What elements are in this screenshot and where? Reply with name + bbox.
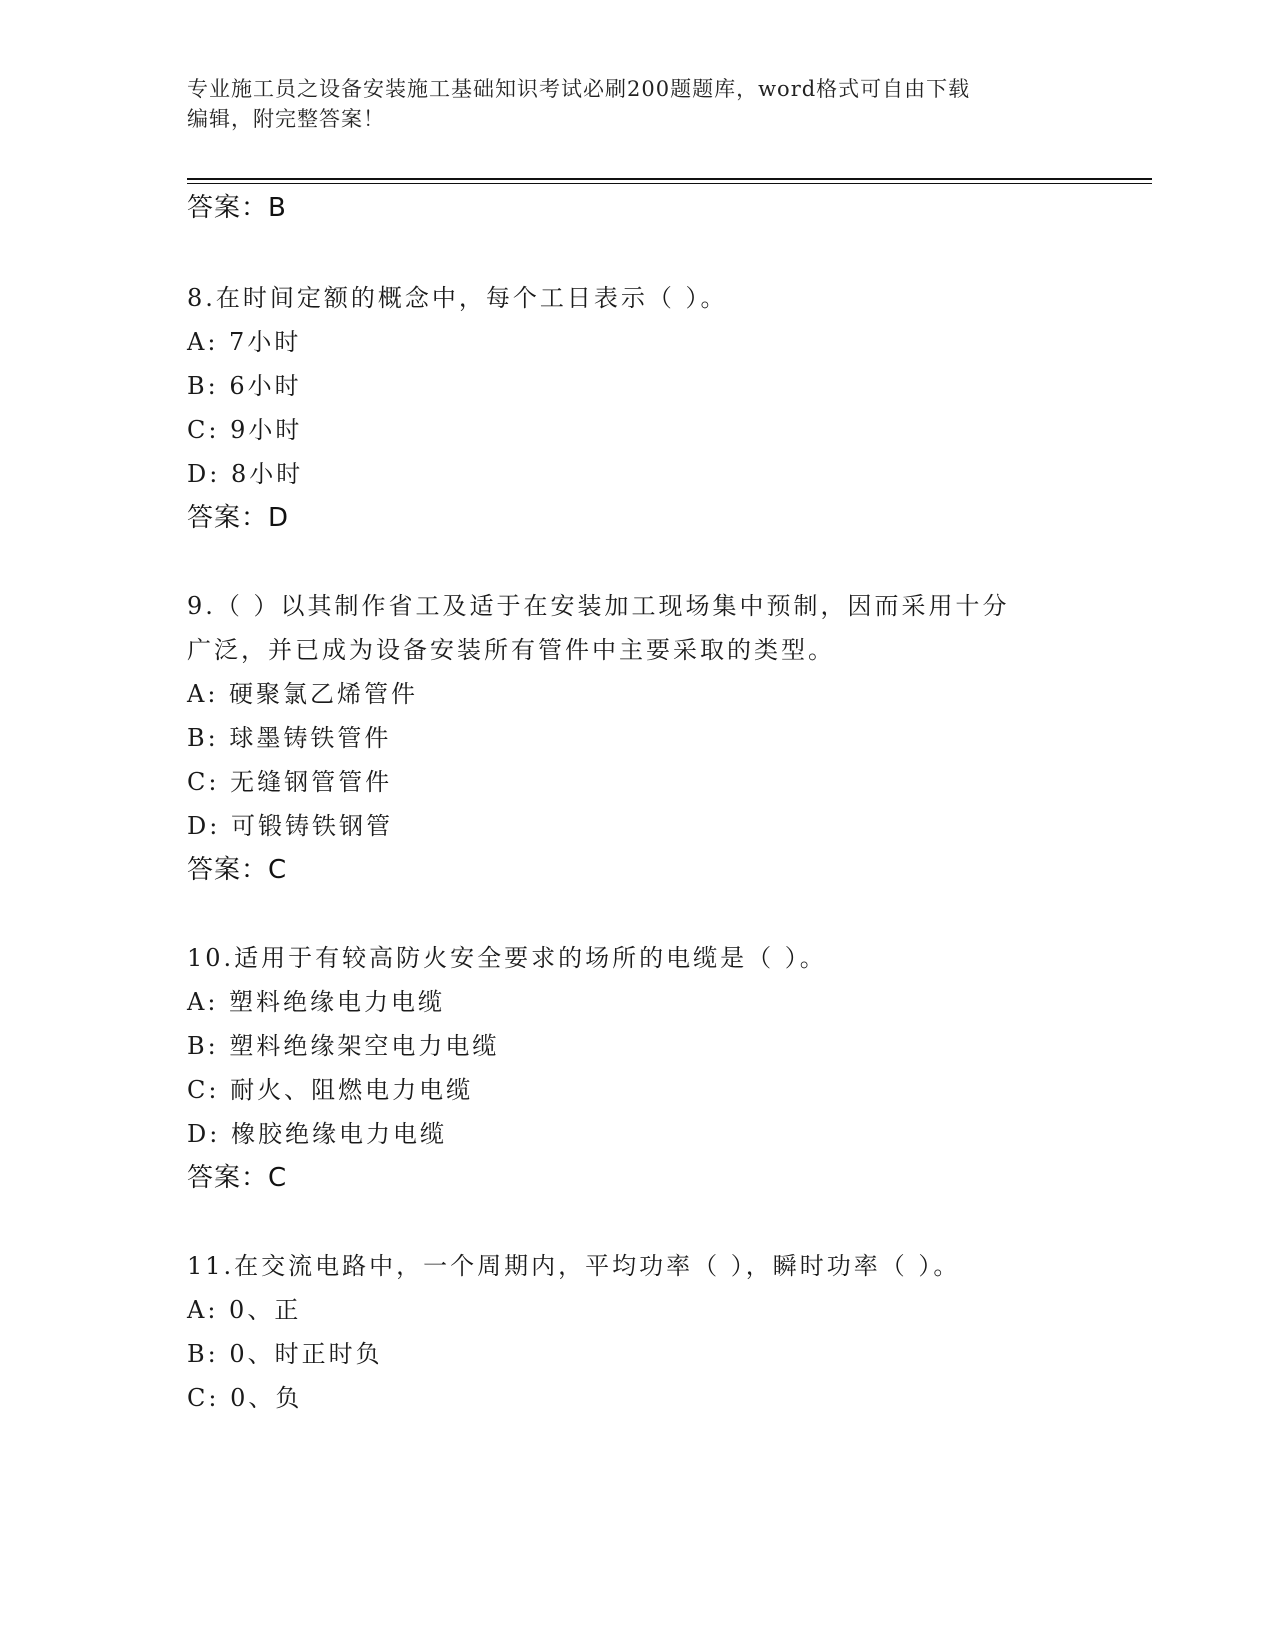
question-10-option-d: D: 橡胶绝缘电力电缆 bbox=[187, 1120, 447, 1148]
question-11-option-b: B: 0、时正时负 bbox=[187, 1340, 383, 1368]
question-8-answer: 答案：D bbox=[187, 503, 290, 533]
question-11-stem: 11.在交流电路中，一个周期内，平均功率（ ），瞬时功率（ ）。 bbox=[187, 1252, 961, 1280]
header-line-1: 专业施工员之设备安装施工基础知识考试必刷200题题库，word格式可自由下载 bbox=[187, 77, 971, 101]
question-10-option-b: B: 塑料绝缘架空电力电缆 bbox=[187, 1032, 500, 1060]
page-header bbox=[187, 74, 1067, 134]
header-rule-thin bbox=[187, 183, 1152, 184]
header-rule-thick bbox=[187, 178, 1152, 180]
question-11-option-c: C: 0、负 bbox=[187, 1384, 303, 1412]
question-9-option-b: B: 球墨铸铁管件 bbox=[187, 724, 392, 752]
question-9-option-a: A: 硬聚氯乙烯管件 bbox=[187, 680, 419, 708]
previous-answer: 答案：B bbox=[187, 193, 287, 223]
question-11-option-a: A: 0、正 bbox=[187, 1296, 302, 1324]
question-10-option-c: C: 耐火、阻燃电力电缆 bbox=[187, 1076, 474, 1104]
question-9-option-d: D: 可锻铸铁钢管 bbox=[187, 812, 393, 840]
header-line-2: 编辑，附完整答案！ bbox=[187, 107, 385, 131]
question-10-option-a: A: 塑料绝缘电力电缆 bbox=[187, 988, 446, 1016]
question-8-option-d: D: 8小时 bbox=[187, 460, 304, 488]
question-8-stem: 8.在时间定额的概念中，每个工日表示（ ）。 bbox=[187, 284, 728, 312]
question-9-stem-line-1: 9.（ ）以其制作省工及适于在安装加工现场集中预制，因而采用十分 bbox=[187, 592, 1010, 620]
question-8-option-c: C: 9小时 bbox=[187, 416, 303, 444]
question-8-option-a: A: 7小时 bbox=[187, 328, 302, 356]
question-10-stem: 10.适用于有较高防火安全要求的场所的电缆是（ ）。 bbox=[187, 944, 827, 972]
question-10-answer: 答案：C bbox=[187, 1163, 288, 1193]
question-8-option-b: B: 6小时 bbox=[187, 372, 302, 400]
question-9-answer: 答案：C bbox=[187, 855, 288, 885]
question-9-stem-line-2: 广泛，并已成为设备安装所有管件中主要采取的类型。 bbox=[187, 636, 835, 664]
question-9-option-c: C: 无缝钢管管件 bbox=[187, 768, 393, 796]
